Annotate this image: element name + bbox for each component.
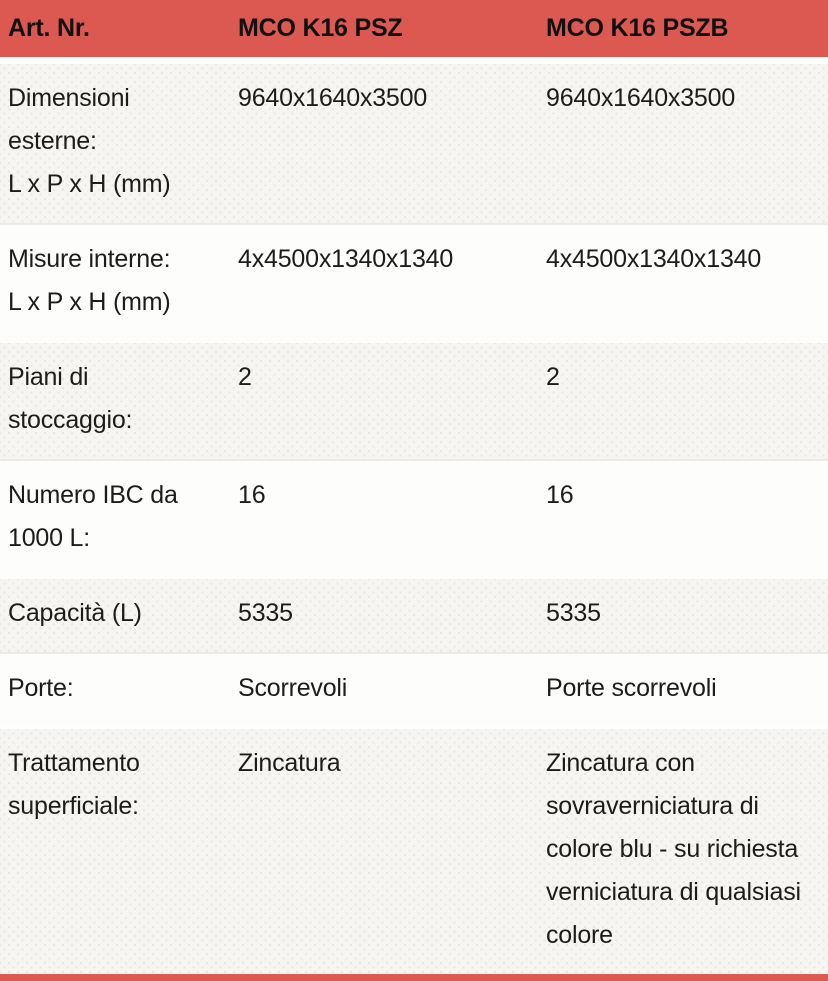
- column-header-mco-k16-pszb: MCO K16 PSZB: [546, 14, 729, 42]
- table-row: [0, 64, 828, 223]
- cell-mco-k16-pszb: Zincatura con sovraverniciatura di colore blu - su richiesta verniciatura di qualsiasi colore: [546, 749, 801, 949]
- table-row: [0, 341, 828, 459]
- cell-mco-k16-pszb: 5335: [546, 599, 601, 627]
- row-label: [0, 225, 238, 341]
- table-header-row: [0, 0, 828, 57]
- cell-mco-k16-psz: 5335: [238, 599, 293, 627]
- column-header-art-nr: Art. Nr.: [8, 14, 90, 42]
- row-label-line: Capacità (L): [8, 599, 142, 627]
- cell-mco-k16-psz: 2: [238, 363, 252, 391]
- cell-mco-k16-psz: Scorrevoli: [238, 674, 348, 702]
- cell-mco-k16-psz: 9640x1640x3500: [238, 84, 428, 112]
- bottom-accent-bar: [0, 974, 828, 981]
- table-row: [0, 652, 828, 727]
- row-label-line: Piani di stoccaggio:: [8, 363, 133, 434]
- column-header-mco-k16-psz: MCO K16 PSZ: [238, 14, 403, 42]
- cell-mco-k16-pszb: 2: [546, 363, 560, 391]
- row-label-line: L x P x H (mm): [8, 170, 171, 198]
- cell-mco-k16-pszb: 16: [546, 481, 574, 509]
- cell-mco-k16-psz: 4x4500x1340x1340: [238, 245, 454, 273]
- row-label-line: Trattamento superficiale:: [8, 749, 140, 820]
- row-label: [0, 343, 238, 459]
- table-body: [0, 64, 828, 974]
- header-separator: [0, 57, 828, 64]
- row-label-line: Dimensioni esterne:: [8, 84, 130, 155]
- cell-mco-k16-psz: 16: [238, 481, 266, 509]
- cell-mco-k16-pszb: 9640x1640x3500: [546, 84, 736, 112]
- row-label-line: Porte:: [8, 674, 74, 702]
- cell-mco-k16-pszb: Porte scorrevoli: [546, 674, 717, 702]
- row-label: [0, 579, 238, 652]
- cell-mco-k16-psz: Zincatura: [238, 749, 341, 777]
- row-label: [0, 729, 238, 974]
- table-row: [0, 727, 828, 974]
- table-row: [0, 577, 828, 652]
- row-label: [0, 64, 238, 223]
- table-row: [0, 223, 828, 341]
- row-label-line: Numero IBC da 1000 L:: [8, 481, 178, 552]
- table-row: [0, 459, 828, 577]
- cell-mco-k16-pszb: 4x4500x1340x1340: [546, 245, 762, 273]
- row-label-line: L x P x H (mm): [8, 288, 171, 316]
- row-label-line: Misure interne:: [8, 245, 171, 273]
- row-label: [0, 654, 238, 727]
- row-label: [0, 461, 238, 577]
